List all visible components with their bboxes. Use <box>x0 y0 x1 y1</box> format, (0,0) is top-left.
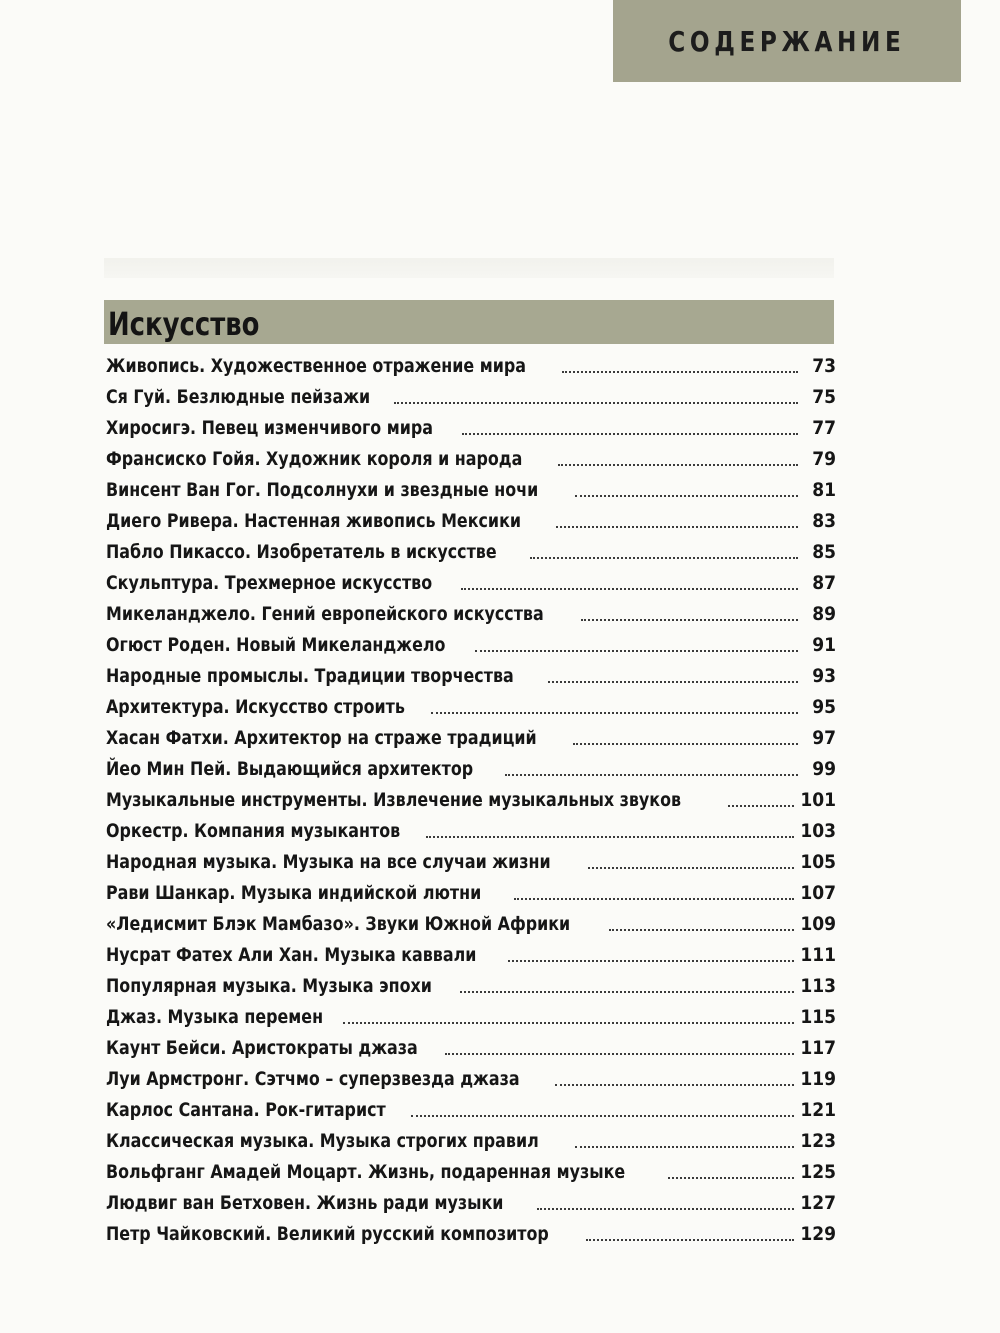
dot-leader <box>461 588 798 590</box>
toc-entry[interactable] <box>106 1153 836 1184</box>
dot-leader <box>460 991 794 993</box>
toc-entry[interactable] <box>106 812 836 843</box>
dot-leader <box>411 1115 795 1117</box>
toc-entry-title: Музыкальные инструменты. Извлечение музыкальных звуков <box>106 789 682 811</box>
toc-entry[interactable] <box>106 750 836 781</box>
dot-leader <box>514 898 795 900</box>
toc-entry-title: Диего Ривера. Настенная живопись Мексики <box>106 510 521 532</box>
toc-entry[interactable] <box>106 781 836 812</box>
toc-entry-page: 101 <box>800 789 836 811</box>
toc-entry-page: 117 <box>800 1037 836 1059</box>
toc-entry-page: 121 <box>800 1099 836 1121</box>
toc-entry-page: 105 <box>800 851 836 873</box>
toc-entry-title: Джаз. Музыка перемен <box>106 1006 324 1028</box>
dot-leader <box>668 1177 794 1179</box>
toc-entry-title: Нусрат Фатех Али Хан. Музыка каввали <box>106 944 477 966</box>
toc-entry[interactable] <box>106 905 836 936</box>
toc-entry-page: 127 <box>800 1192 836 1214</box>
toc-entry[interactable] <box>106 564 836 595</box>
toc-entry-page: 115 <box>800 1006 836 1028</box>
toc-entry[interactable] <box>106 843 836 874</box>
toc-entry-page: 111 <box>800 944 836 966</box>
toc-entry-title: «Ледисмит Блэк Мамбазо». Звуки Южной Африки <box>106 913 571 935</box>
toc-entry-page: 85 <box>812 541 836 563</box>
toc-entry-page: 103 <box>800 820 836 842</box>
toc-entry[interactable] <box>106 595 836 626</box>
toc-entry[interactable] <box>106 874 836 905</box>
toc-entry-page: 129 <box>800 1223 836 1245</box>
dot-leader <box>562 371 798 373</box>
toc-entry-page: 93 <box>812 665 836 687</box>
toc-entry-title: Франсиско Гойя. Художник короля и народа <box>106 448 523 470</box>
dot-leader <box>575 1146 794 1148</box>
toc-entry-title: Микеланджело. Гений европейского искусства <box>106 603 544 625</box>
dot-leader <box>555 1084 795 1086</box>
toc-entry[interactable] <box>106 378 836 409</box>
toc-entry[interactable] <box>106 502 836 533</box>
toc-entry-title: Архитектура. Искусство строить <box>106 696 405 718</box>
toc-entry-title: Хасан Фатхи. Архитектор на страже традиций <box>106 727 537 749</box>
toc-entry[interactable] <box>106 440 836 471</box>
toc-entry-page: 75 <box>812 386 836 408</box>
toc-entry-page: 77 <box>812 417 836 439</box>
toc-entry-title: Карлос Сантана. Рок-гитарист <box>106 1099 386 1121</box>
toc-entry-page: 87 <box>812 572 836 594</box>
toc-entry-page: 125 <box>800 1161 836 1183</box>
toc-entry-title: Пабло Пикассо. Изобретатель в искусстве <box>106 541 497 563</box>
toc-entry-title: Людвиг ван Бетховен. Жизнь ради музыки <box>106 1192 504 1214</box>
toc-entry-title: Скульптура. Трехмерное искусство <box>106 572 433 594</box>
toc-entry-title: Винсент Ван Гог. Подсолнухи и звездные ночи <box>106 479 539 501</box>
toc-entry[interactable] <box>106 1215 836 1246</box>
dot-leader <box>343 1022 794 1024</box>
dot-leader <box>575 495 798 497</box>
dot-leader <box>581 619 798 621</box>
dot-leader <box>556 526 798 528</box>
toc-entry-title: Огюст Роден. Новый Микеланджело <box>106 634 446 656</box>
dot-leader <box>548 681 798 683</box>
dot-leader <box>462 433 798 435</box>
toc-entry[interactable] <box>106 936 836 967</box>
toc-entry-page: 95 <box>812 696 836 718</box>
toc-entry-title: Ся Гуй. Безлюдные пейзажи <box>106 386 371 408</box>
toc-entry-title: Народная музыка. Музыка на все случаи жизни <box>106 851 551 873</box>
toc-entry-page: 113 <box>800 975 836 997</box>
toc-entry-page: 119 <box>800 1068 836 1090</box>
toc-entry-title: Хиросигэ. Певец изменчивого мира <box>106 417 433 439</box>
bleed-through-band <box>104 258 834 278</box>
toc-entry-title: Живопись. Художественное отражение мира <box>106 355 526 377</box>
toc-entry-page: 73 <box>812 355 836 377</box>
dot-leader <box>728 805 794 807</box>
toc-entry-page: 109 <box>800 913 836 935</box>
toc-entry-title: Вольфганг Амадей Моцарт. Жизнь, подаренная музыке <box>106 1161 626 1183</box>
toc-entry-page: 99 <box>812 758 836 780</box>
dot-leader <box>445 1053 794 1055</box>
toc-entry[interactable] <box>106 657 836 688</box>
toc-entry-title: Луи Армстронг. Сэтчмо – суперзвезда джаза <box>106 1068 520 1090</box>
toc-entry[interactable] <box>106 1184 836 1215</box>
dot-leader <box>508 960 794 962</box>
dot-leader <box>394 402 798 404</box>
toc-entry-title: Классическая музыка. Музыка строгих правил <box>106 1130 539 1152</box>
toc-entry[interactable] <box>106 1060 836 1091</box>
toc-entry[interactable] <box>106 719 836 750</box>
toc-entry-page: 79 <box>812 448 836 470</box>
dot-leader <box>431 712 798 714</box>
toc-entry[interactable] <box>106 409 836 440</box>
contents-header-title: СОДЕРЖАНИЕ <box>668 24 906 58</box>
section-header <box>104 300 834 344</box>
dot-leader <box>573 743 798 745</box>
toc-entry-title: Популярная музыка. Музыка эпохи <box>106 975 432 997</box>
toc-entry[interactable] <box>106 967 836 998</box>
dot-leader <box>426 836 794 838</box>
toc-entry-page: 89 <box>812 603 836 625</box>
dot-leader <box>609 929 794 931</box>
section-title: Искусство <box>108 305 260 343</box>
toc-entry-title: Петр Чайковский. Великий русский композитор <box>106 1223 549 1245</box>
toc-entry[interactable] <box>106 688 836 719</box>
toc-entry-page: 123 <box>800 1130 836 1152</box>
toc-entry[interactable] <box>106 998 836 1029</box>
toc-entry[interactable] <box>106 1122 836 1153</box>
toc-entry[interactable] <box>106 533 836 564</box>
toc-entry-title: Каунт Бейси. Аристократы джаза <box>106 1037 418 1059</box>
toc-entry[interactable] <box>106 1091 836 1122</box>
table-of-contents <box>106 347 836 1246</box>
dot-leader <box>588 867 794 869</box>
toc-entry-title: Народные промыслы. Традиции творчества <box>106 665 514 687</box>
dot-leader <box>475 650 798 652</box>
toc-entry-title: Йео Мин Пей. Выдающийся архитектор <box>106 758 474 780</box>
dot-leader <box>558 464 798 466</box>
toc-entry-page: 97 <box>812 727 836 749</box>
toc-entry[interactable] <box>106 471 836 502</box>
toc-entry-title: Рави Шанкар. Музыка индийской лютни <box>106 882 482 904</box>
dot-leader <box>505 774 798 776</box>
dot-leader <box>530 557 798 559</box>
toc-entry-page: 83 <box>812 510 836 532</box>
dot-leader <box>586 1239 794 1241</box>
toc-entry-page: 91 <box>812 634 836 656</box>
toc-entry-page: 81 <box>812 479 836 501</box>
toc-entry[interactable] <box>106 1029 836 1060</box>
dot-leader <box>537 1208 794 1210</box>
contents-header-tab <box>613 0 961 82</box>
toc-entry-title: Оркестр. Компания музыкантов <box>106 820 401 842</box>
toc-entry[interactable] <box>106 347 836 378</box>
toc-entry-page: 107 <box>800 882 836 904</box>
toc-entry[interactable] <box>106 626 836 657</box>
